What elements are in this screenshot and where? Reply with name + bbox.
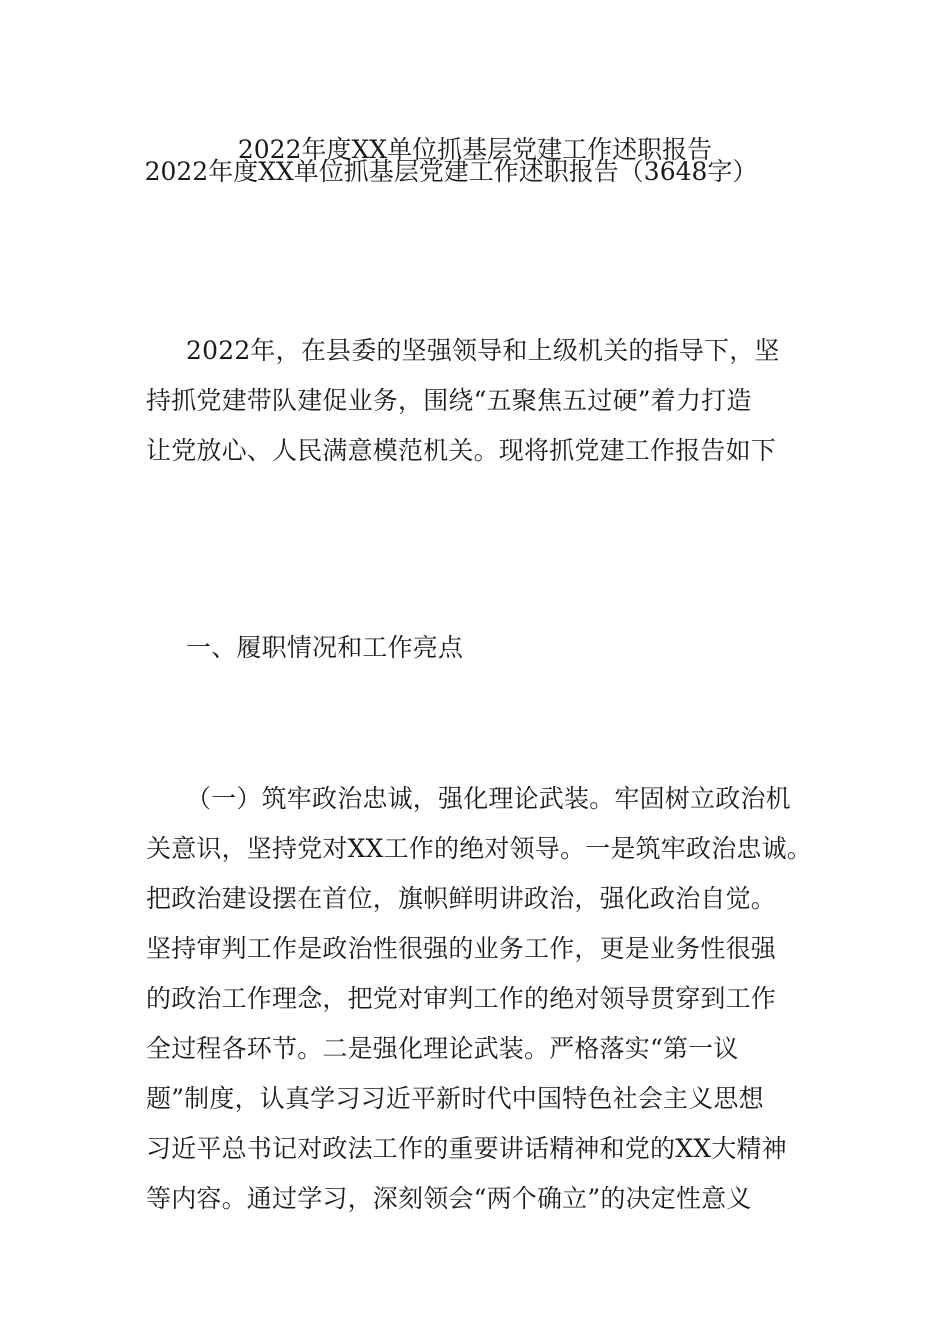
intro-line: 2022年，在县委的坚强领导和上级机关的指导下，坚: [186, 336, 780, 365]
section-line: 习近平总书记对政法工作的重要讲话精神和党的XX大精神: [146, 1134, 787, 1163]
section-line: 题”制度，认真学习习近平新时代中国特色社会主义思想: [146, 1084, 764, 1113]
section-line: 等内容。通过学习，深刻领会“两个确立”的决定性意义: [146, 1184, 752, 1213]
intro-line: 持抓党建带队建促业务，围绕“五聚焦五过硬”着力打造: [146, 386, 752, 415]
document-title: 2022年度XX单位抓基层党建工作述职报告: [237, 135, 713, 164]
section-line: 关意识，坚持党对XX工作的绝对领导。一是筑牢政治忠诚。: [146, 834, 812, 863]
section-line: 把政治建设摆在首位，旗帜鲜明讲政治，强化政治自觉。: [146, 884, 777, 913]
section-line: （一）筑牢政治忠诚，强化理论武装。牢固树立政治机: [186, 784, 791, 813]
intro-line: 让党放心、人民满意模范机关。现将抓党建工作报告如下: [146, 436, 777, 465]
document-subtitle: 2022年度XX单位抓基层党建工作述职报告（3648字）: [144, 157, 758, 186]
section-line: 全过程各环节。二是强化理论武装。严格落实“第一议: [146, 1034, 739, 1063]
section-heading: 一、履职情况和工作亮点: [186, 633, 464, 662]
section-line: 的政治工作理念，把党对审判工作的绝对领导贯穿到工作: [146, 984, 777, 1013]
section-line: 坚持审判工作是政治性很强的业务工作，更是业务性很强: [146, 934, 777, 963]
